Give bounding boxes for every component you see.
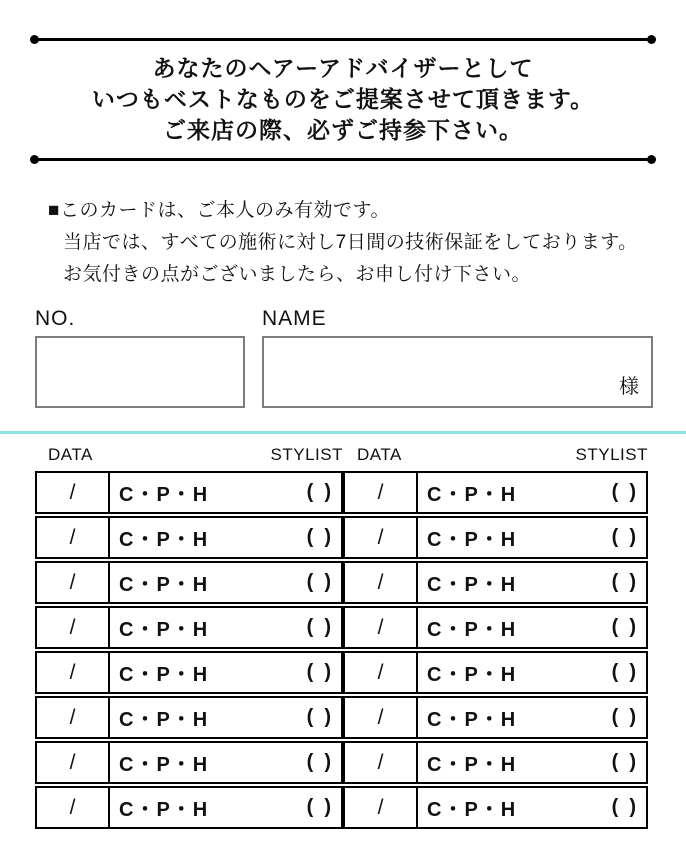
service-codes: C・P・H: [427, 799, 517, 821]
visit-service-cell[interactable]: [418, 743, 646, 782]
service-codes: C・P・H: [427, 484, 517, 506]
service-codes: C・P・H: [427, 754, 517, 776]
visit-entry-left: [35, 471, 343, 514]
visit-service-cell[interactable]: [110, 743, 341, 782]
name-label: NAME: [262, 307, 327, 330]
visit-row: [35, 696, 648, 739]
visit-entry-right: [343, 696, 648, 739]
visit-date-cell[interactable]: /: [345, 563, 418, 602]
visit-date-cell[interactable]: /: [37, 653, 110, 692]
service-codes: C・P・H: [119, 574, 209, 596]
no-label: NO.: [35, 307, 76, 330]
visit-service-cell[interactable]: [110, 473, 341, 512]
header-stylist-left: STYLIST: [270, 445, 343, 464]
visit-date-cell[interactable]: /: [345, 698, 418, 737]
visit-entry-right: [343, 516, 648, 559]
no-input-box[interactable]: [35, 336, 245, 408]
visit-entry-left: [35, 561, 343, 604]
visit-service-cell[interactable]: [418, 608, 646, 647]
visit-entry-left: [35, 606, 343, 649]
visit-table-body: [35, 471, 648, 829]
visit-row: [35, 471, 648, 514]
no-field: [35, 307, 245, 408]
header-group-right: [343, 445, 648, 465]
stylist-parens: ( ): [611, 796, 636, 818]
honorific-sama: 様: [619, 376, 639, 398]
stylist-parens: ( ): [611, 661, 636, 683]
name-input-box[interactable]: [262, 336, 653, 408]
visit-entry-right: [343, 471, 648, 514]
visit-service-cell[interactable]: [418, 698, 646, 737]
service-codes: C・P・H: [119, 709, 209, 731]
visit-service-cell[interactable]: [110, 653, 341, 692]
visit-table-header: [35, 445, 648, 465]
visit-date-cell[interactable]: /: [37, 608, 110, 647]
service-codes: C・P・H: [427, 574, 517, 596]
header-stylist-right: STYLIST: [575, 445, 648, 464]
service-codes: C・P・H: [119, 664, 209, 686]
visit-entry-right: [343, 651, 648, 694]
visit-date-cell[interactable]: /: [37, 698, 110, 737]
visit-date-cell[interactable]: /: [345, 653, 418, 692]
terms-text: [48, 195, 686, 291]
visit-row: [35, 651, 648, 694]
stylist-parens: ( ): [611, 616, 636, 638]
service-codes: C・P・H: [119, 799, 209, 821]
visit-entry-right: [343, 741, 648, 784]
stylist-parens: ( ): [306, 571, 331, 593]
visit-row: [35, 741, 648, 784]
id-fields: [35, 307, 686, 408]
visit-date-cell[interactable]: /: [345, 518, 418, 557]
visit-service-cell[interactable]: [110, 563, 341, 602]
visit-entry-left: [35, 696, 343, 739]
notice-line-3: ご来店の際、必ずご持参下さい。: [163, 117, 523, 143]
service-codes: C・P・H: [119, 754, 209, 776]
header-group-left: [35, 445, 343, 465]
visit-date-cell[interactable]: /: [345, 473, 418, 512]
visit-date-cell[interactable]: /: [345, 608, 418, 647]
visit-entry-left: [35, 786, 343, 829]
notice-line-2: いつもベストなものをご提案させて頂きます。: [91, 86, 595, 112]
header-data-right: DATA: [357, 445, 402, 464]
visit-row: [35, 786, 648, 829]
visit-service-cell[interactable]: [418, 518, 646, 557]
visit-row: [35, 561, 648, 604]
visit-row: [35, 516, 648, 559]
service-codes: C・P・H: [427, 709, 517, 731]
visit-service-cell[interactable]: [418, 563, 646, 602]
terms-line-2: 当店では、すべての施術に対し7日間の技術保証をしております。: [63, 232, 638, 253]
visit-service-cell[interactable]: [110, 518, 341, 557]
visit-service-cell[interactable]: [110, 698, 341, 737]
stylist-parens: ( ): [611, 706, 636, 728]
service-codes: C・P・H: [119, 619, 209, 641]
stylist-parens: ( ): [611, 481, 636, 503]
visit-date-cell[interactable]: /: [37, 563, 110, 602]
service-codes: C・P・H: [427, 619, 517, 641]
terms-line-3: お気付きの点がございましたら、お申し付け下さい。: [63, 264, 532, 285]
notice-line-1: あなたのヘアーアドバイザーとして: [152, 55, 534, 81]
stylist-parens: ( ): [611, 571, 636, 593]
visit-service-cell[interactable]: [110, 788, 341, 827]
visit-date-cell[interactable]: /: [37, 473, 110, 512]
terms-line-1: ■このカードは、ご本人のみ有効です。: [48, 200, 390, 221]
visit-entry-right: [343, 786, 648, 829]
visit-service-cell[interactable]: [418, 473, 646, 512]
visit-entry-left: [35, 741, 343, 784]
notice-bottom-rule: [37, 158, 649, 161]
visit-date-cell[interactable]: /: [37, 788, 110, 827]
stylist-parens: ( ): [611, 751, 636, 773]
visit-date-cell[interactable]: /: [37, 518, 110, 557]
stylist-parens: ( ): [306, 481, 331, 503]
stylist-parens: ( ): [306, 706, 331, 728]
stylist-parens: ( ): [306, 796, 331, 818]
visit-service-cell[interactable]: [110, 608, 341, 647]
stylist-parens: ( ): [306, 661, 331, 683]
stylist-parens: ( ): [306, 751, 331, 773]
visit-entry-left: [35, 516, 343, 559]
visit-entry-right: [343, 606, 648, 649]
notice-text: [10, 53, 676, 146]
header-data-left: DATA: [48, 445, 93, 464]
accent-divider: [0, 431, 686, 434]
visit-date-cell[interactable]: /: [345, 788, 418, 827]
visit-service-cell[interactable]: [418, 788, 646, 827]
stylist-parens: ( ): [306, 616, 331, 638]
service-codes: C・P・H: [427, 529, 517, 551]
service-codes: C・P・H: [119, 484, 209, 506]
visit-entry-right: [343, 561, 648, 604]
name-field: [262, 307, 653, 408]
visit-date-cell[interactable]: /: [37, 743, 110, 782]
visit-row: [35, 606, 648, 649]
stylist-parens: ( ): [306, 526, 331, 548]
visit-date-cell[interactable]: /: [345, 743, 418, 782]
visit-entry-left: [35, 651, 343, 694]
service-codes: C・P・H: [427, 664, 517, 686]
service-codes: C・P・H: [119, 529, 209, 551]
top-rule: [37, 38, 649, 41]
stylist-parens: ( ): [611, 526, 636, 548]
visit-service-cell[interactable]: [418, 653, 646, 692]
